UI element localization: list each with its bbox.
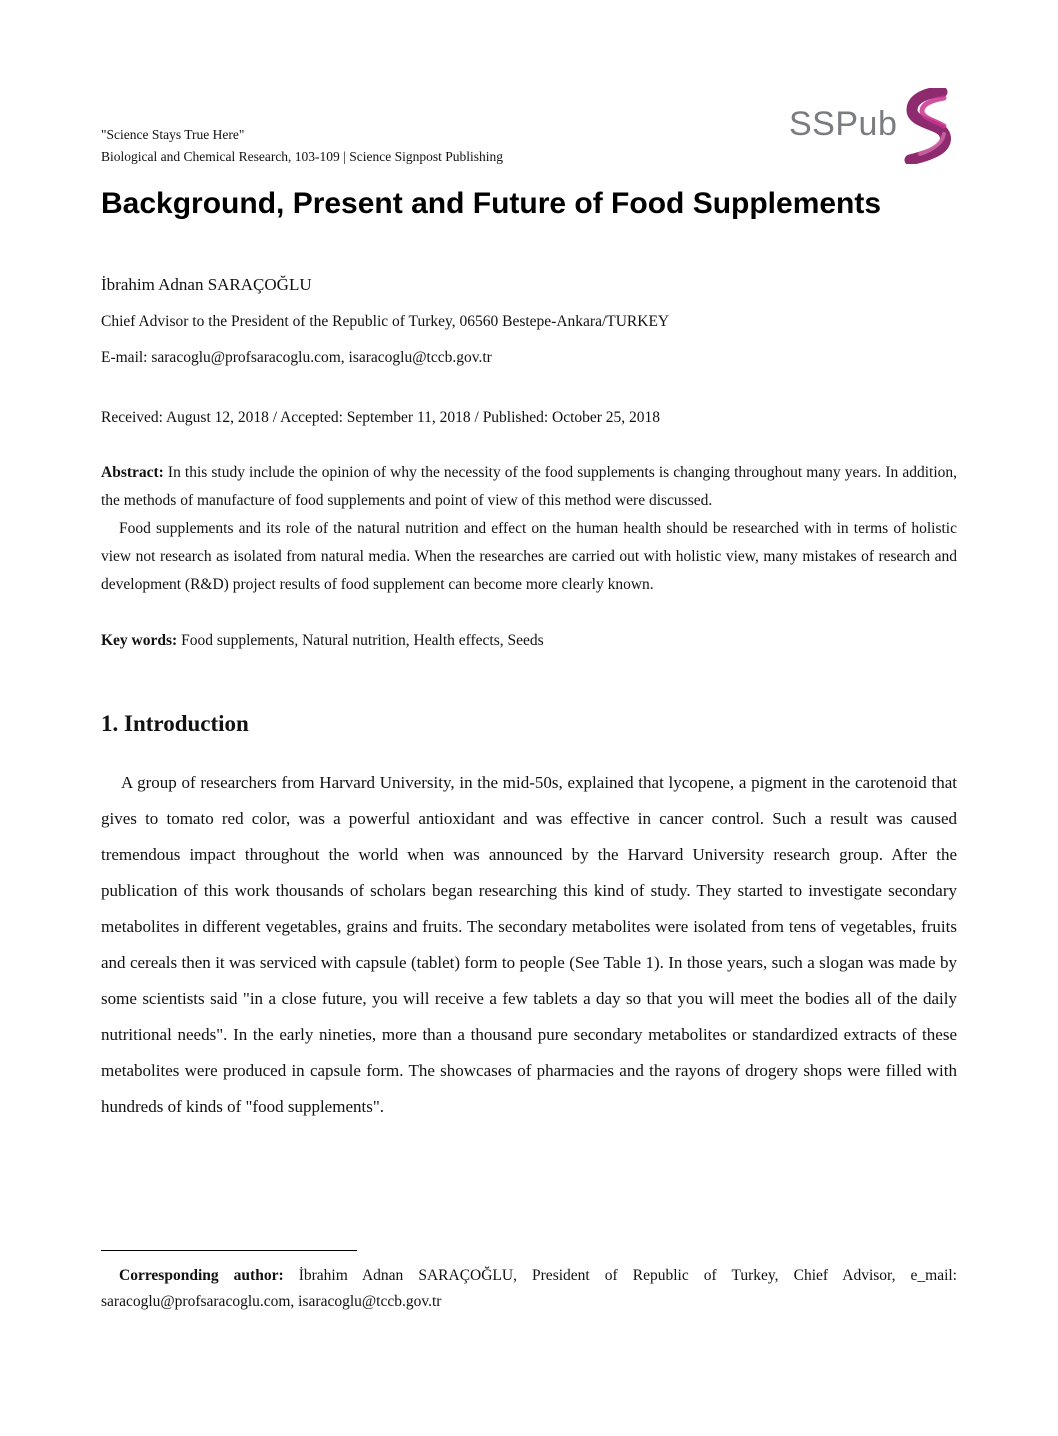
footnote-text: İbrahim Adnan SARAÇOĞLU, President of Republic of Turkey, Chief Advisor, e_mail: saracoglu@profsaracoglu.com, isaracoglu@tccb.gov.tr — [101, 1267, 957, 1310]
corresponding-author-footnote — [101, 1263, 957, 1315]
section-heading-introduction: 1. Introduction — [101, 711, 249, 736]
introduction-paragraph: A group of researchers from Harvard University, in the mid-50s, explained that lycopene, a pigment in the carotenoid that gives to tomato red color, was a powerful antioxidant and was effective in cancer control. Such a result was caused tremendous impact throughout the world when was announced by the Harvard University research group. After the publication of this work thousands of scholars began researching this kind of study. They started to investigate secondary metabolites in different vegetables, grains and fruits. The secondary metabolites were isolated from tens of vegetables, fruits and cereals then it was serviced with capsule (tablet) form to people (See Table 1). In those years, such a slogan was made by some scientists said "in a close future, you will receive a few tablets a day so that you will meet the bodies all of the daily nutritional needs". In the early nineties, more than a thousand pure secondary metabolites or standardized extracts of these metabolites were produced in capsule form. The showcases of pharmacies and the rayons of drogery shops were filled with hundreds of kinds of "food supplements". — [101, 773, 957, 1116]
abstract-text-2: Food supplements and its role of the natural nutrition and effect on the human health should be researched with in terms of holistic view not research as isolated from natural media. When the researches are carried out with holistic view, many mistakes of research and development (R&D) project results of food supplement can become more clearly known. — [101, 520, 957, 593]
footnote-separator — [101, 1250, 357, 1251]
journal-tagline: "Science Stays True Here" — [101, 127, 245, 142]
publication-dates: Received: August 12, 2018 / Accepted: September 11, 2018 / Published: October 25, 2018 — [101, 409, 661, 426]
publisher-logo — [786, 88, 956, 164]
journal-citation: Biological and Chemical Research, 103-109 | Science Signpost Publishing — [101, 149, 504, 164]
author-affiliation: Chief Advisor to the President of the Republic of Turkey, 06560 Bestepe-Ankara/TURKEY — [101, 313, 670, 330]
keywords-label: Key words: — [101, 632, 178, 649]
keywords — [101, 627, 957, 655]
abstract — [101, 459, 957, 599]
abstract-label: Abstract: — [101, 464, 164, 481]
keywords-text: Food supplements, Natural nutrition, Health effects, Seeds — [181, 632, 544, 649]
paper-title: Background, Present and Future of Food Supplements — [101, 187, 882, 220]
author-name: İbrahim Adnan SARAÇOĞLU — [101, 275, 312, 294]
abstract-text-1: In this study include the opinion of why the necessity of the food supplements is changing throughout many years. In addition, the methods of manufacture of food supplements and point of view of this method were discussed. — [101, 464, 958, 509]
logo-s-ribbon-icon — [898, 88, 956, 164]
footnote-label: Corresponding author: — [119, 1267, 284, 1284]
publisher-logo-text: SSPub — [789, 105, 898, 143]
author-email: E-mail: saracoglu@profsaracoglu.com, isaracoglu@tccb.gov.tr — [101, 349, 492, 366]
